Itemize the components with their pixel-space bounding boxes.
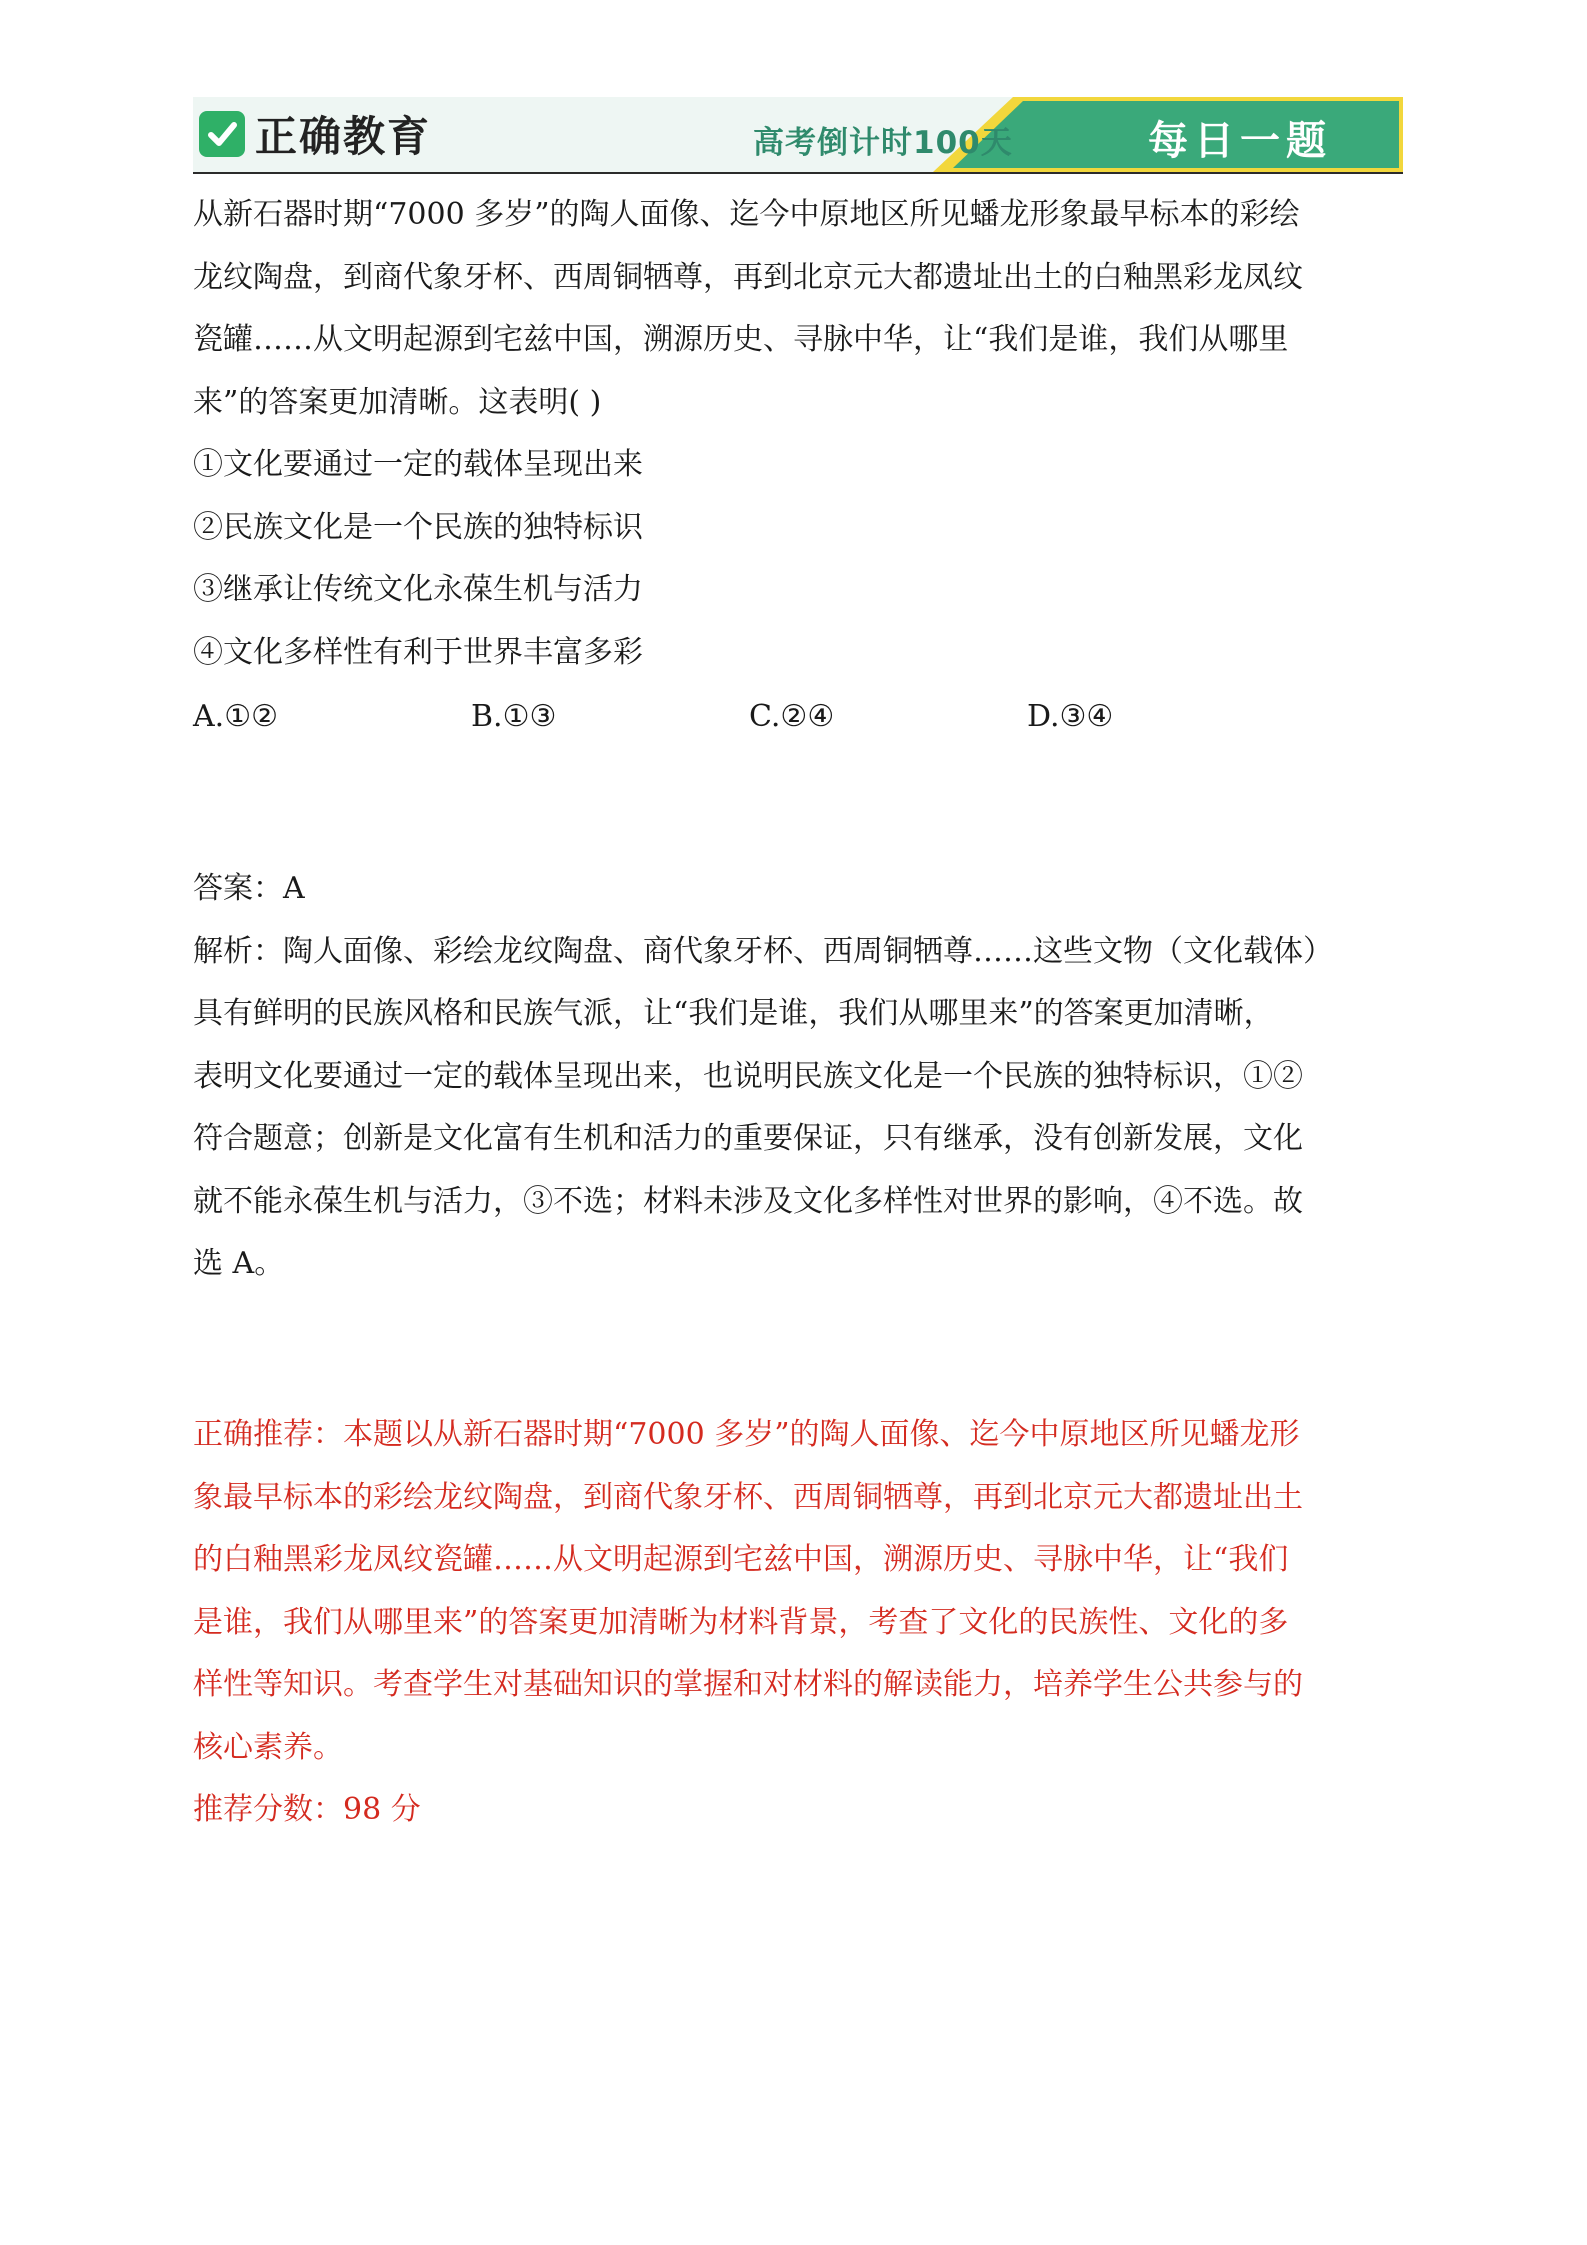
option-a: A.①② (193, 699, 278, 734)
question-line: 瓷罐……从文明起源到宅兹中国，溯源历史、寻脉中华，让“我们是谁，我们从哪里 (193, 322, 1289, 357)
statement-2: ②民族文化是一个民族的独特标识 (193, 509, 643, 545)
countdown-text: 高考倒计时100天 (753, 125, 1013, 161)
recommendation-block (193, 1404, 1423, 1842)
recommendation-line: 样性等知识。考查学生对基础知识的掌握和对材料的解读能力，培养学生公共参与的 (193, 1667, 1303, 1702)
analysis-line: 就不能永葆生机与活力，③不选；材料未涉及文化多样性对世界的影响，④不选。故 (193, 1183, 1303, 1219)
statement-3: ③继承让传统文化永葆生机与活力 (193, 572, 643, 607)
statement-4: ④文化多样性有利于世界丰富多彩 (193, 634, 643, 670)
option-d: D.③④ (1027, 699, 1114, 734)
question-line: 龙纹陶盘，到商代象牙杯、西周铜牺尊，再到北京元大都遗址出土的白釉黑彩龙凤纹 (193, 259, 1303, 295)
answer-label: 答案：A (193, 871, 305, 906)
option-c: C.②④ (749, 699, 835, 734)
recommendation-line: 正确推荐：本题以从新石器时期“7000 多岁”的陶人面像、迄今中原地区所见蟠龙形 (193, 1417, 1300, 1452)
question-line: 来”的答案更加清晰。这表明( ) (193, 384, 602, 420)
header-divider (193, 172, 1403, 174)
logo-text: 正确教育 (255, 112, 432, 161)
analysis-line: 选 A。 (193, 1246, 285, 1281)
analysis-line: 表明文化要通过一定的载体呈现出来，也说明民族文化是一个民族的独特标识，①② (193, 1058, 1303, 1094)
recommendation-line: 象最早标本的彩绘龙纹陶盘，到商代象牙杯、西周铜牺尊，再到北京元大都遗址出土 (193, 1479, 1303, 1515)
question-block (193, 184, 1423, 749)
recommendation-line: 核心素养。 (193, 1729, 343, 1765)
statement-1: ①文化要通过一定的载体呈现出来 (193, 447, 643, 482)
analysis-line: 符合题意；创新是文化富有生机和活力的重要保证，只有继承，没有创新发展，文化 (193, 1121, 1303, 1156)
analysis-line: 具有鲜明的民族风格和民族气派，让“我们是谁，我们从哪里来”的答案更加清晰， (193, 996, 1274, 1031)
header-banner (193, 97, 1403, 172)
recommendation-line: 的白釉黑彩龙凤纹瓷罐……从文明起源到宅兹中国，溯源历史、寻脉中华，让“我们 (193, 1542, 1289, 1577)
answer-block (193, 858, 1423, 1296)
logo (199, 103, 431, 165)
analysis-line: 解析：陶人面像、彩绘龙纹陶盘、商代象牙杯、西周铜牺尊……这些文物（文化载体） (193, 933, 1333, 969)
check-icon (199, 111, 245, 157)
option-b: B.①③ (471, 699, 557, 734)
recommendation-score: 推荐分数：98 分 (193, 1792, 421, 1827)
question-line: 从新石器时期“7000 多岁”的陶人面像、迄今中原地区所见蟠龙形象最早标本的彩绘 (193, 197, 1300, 232)
daily-question-label: 每日一题 (1148, 118, 1332, 164)
recommendation-line: 是谁，我们从哪里来”的答案更加清晰为材料背景，考查了文化的民族性、文化的多 (193, 1604, 1289, 1640)
answer-options (193, 686, 1423, 749)
